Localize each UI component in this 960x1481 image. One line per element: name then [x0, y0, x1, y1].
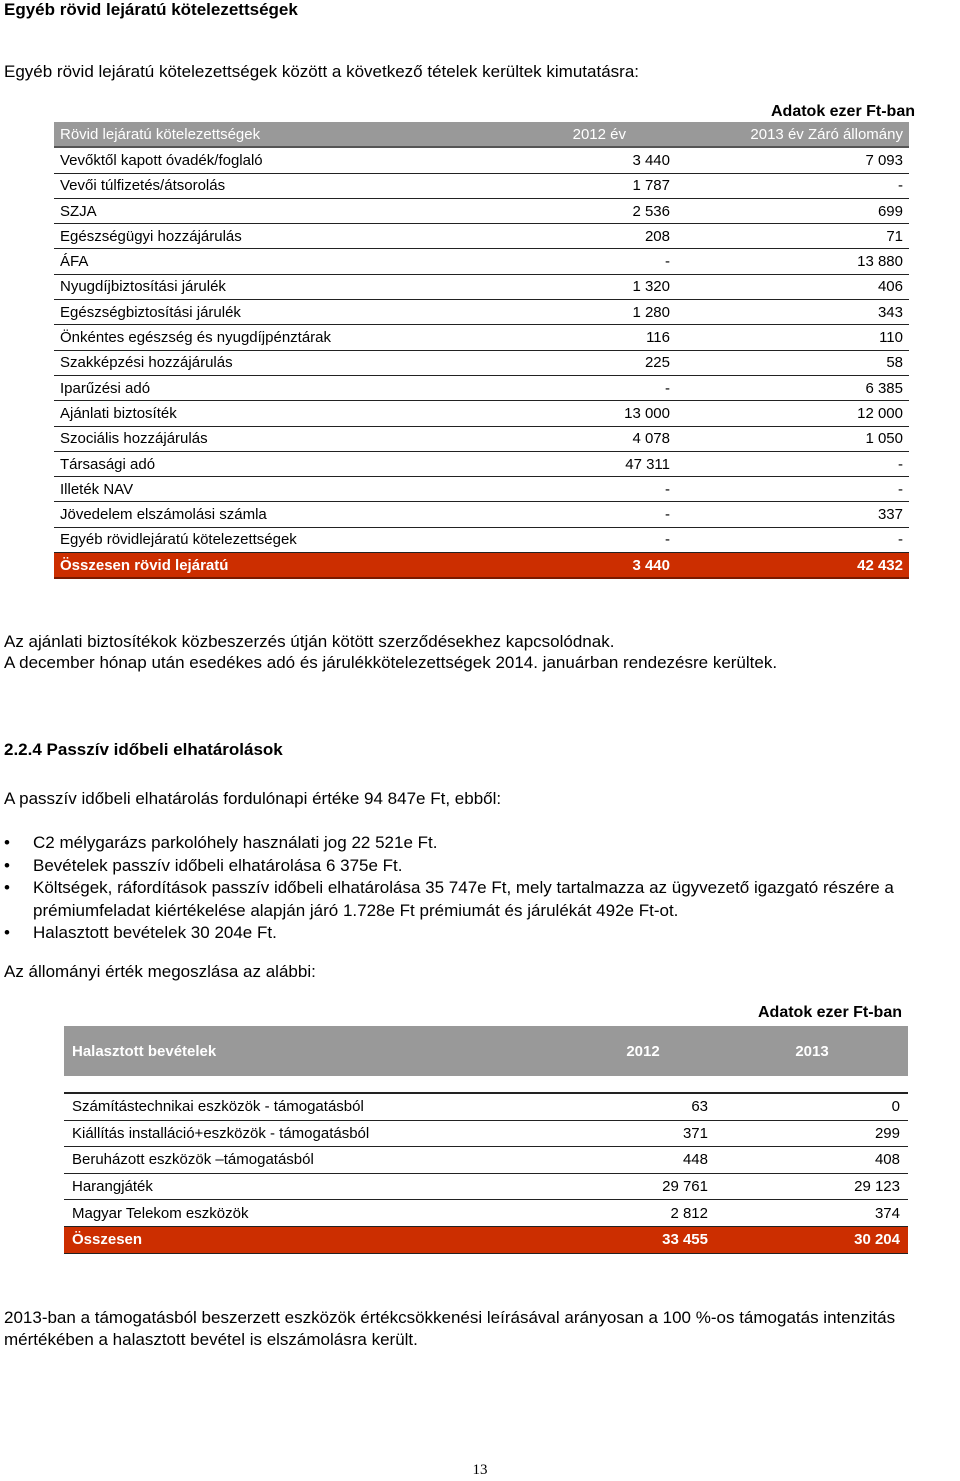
page-number: 13 — [472, 1462, 488, 1478]
passive-intro: A passzív időbeli elhatárolás fordulónapi értéke 94 847e Ft, ebből: — [4, 789, 502, 808]
row-label: Illeték NAV — [54, 477, 396, 502]
value-2012: - — [396, 477, 676, 502]
value-2012: 448 — [570, 1147, 716, 1174]
row-label: Szociális hozzájárulás — [54, 426, 396, 451]
row-label: Önkéntes egészség és nyugdíjpénztárak — [54, 325, 396, 350]
note-december-taxes: A december hónap után esedékes adó és járulékkötelezettségek 2014. januárban rendezésre kerültek. — [4, 653, 778, 672]
header-cell: 2012 — [570, 1026, 716, 1076]
value-2012: 13 000 — [396, 401, 676, 426]
total-row — [54, 553, 909, 579]
table-header-row — [64, 1026, 908, 1076]
intro-text: Egyéb rövid lejáratú kötelezettségek között a következő tételek kerültek kimutatásra: — [4, 62, 639, 81]
value-2013: 29 123 — [716, 1173, 908, 1200]
total-label: Összesen — [64, 1226, 570, 1253]
passive-items-list — [0, 832, 958, 945]
table-row — [54, 375, 909, 400]
table-header-row — [54, 122, 909, 147]
note-guarantees: Az ajánlati biztosítékok közbeszerzés útján kötött szerződésekhez kapcsolódnak. — [4, 632, 615, 651]
row-label: Egyéb rövidlejáratú kötelezettségek — [54, 527, 396, 552]
value-2013: 6 385 — [676, 375, 909, 400]
row-label: Iparűzési adó — [54, 375, 396, 400]
table-row — [64, 1200, 908, 1227]
value-2012: 47 311 — [396, 451, 676, 476]
table-row — [54, 527, 909, 552]
row-label: SZJA — [54, 198, 396, 223]
row-label: Egészségbiztosítási járulék — [54, 300, 396, 325]
header-cell: Halasztott bevételek — [64, 1026, 570, 1076]
row-label: ÁFA — [54, 249, 396, 274]
table-row — [54, 274, 909, 299]
value-2013: 110 — [676, 325, 909, 350]
total-2012: 3 440 — [396, 553, 676, 579]
value-2013: 337 — [676, 502, 909, 527]
table-row — [54, 350, 909, 375]
total-2012: 33 455 — [570, 1226, 716, 1253]
table-row — [54, 249, 909, 274]
table-row — [54, 502, 909, 527]
value-2013: - — [676, 451, 909, 476]
value-2013: - — [676, 527, 909, 552]
table-row — [64, 1093, 908, 1120]
total-label: Összesen rövid lejáratú — [54, 553, 396, 579]
value-2013: 7 093 — [676, 147, 909, 173]
row-label: Vevői túlfizetés/átsorolás — [54, 173, 396, 198]
value-2013: 71 — [676, 224, 909, 249]
row-label: Számítástechnikai eszközök - támogatásból — [64, 1093, 570, 1120]
deferred-income-table — [64, 1026, 908, 1254]
value-2012: 225 — [396, 350, 676, 375]
header-cell: 2013 — [716, 1026, 908, 1076]
value-2012: 208 — [396, 224, 676, 249]
value-2012: 2 536 — [396, 198, 676, 223]
value-2012: 4 078 — [396, 426, 676, 451]
list-item: • Halasztott bevételek 30 204e Ft. — [0, 922, 958, 945]
unit-label-1: Adatok ezer Ft-ban — [770, 103, 915, 120]
value-2012: - — [396, 527, 676, 552]
value-2012: 1 280 — [396, 300, 676, 325]
total-row — [64, 1226, 908, 1253]
value-2013: 13 880 — [676, 249, 909, 274]
value-2013: 299 — [716, 1120, 908, 1147]
spacer-cell — [64, 1076, 908, 1093]
table-row — [54, 477, 909, 502]
row-label: Magyar Telekom eszközök — [64, 1200, 570, 1227]
value-2012: 371 — [570, 1120, 716, 1147]
value-2012: 1 320 — [396, 274, 676, 299]
value-2013: 0 — [716, 1093, 908, 1120]
total-2013: 42 432 — [676, 553, 909, 579]
value-2013: 374 — [716, 1200, 908, 1227]
table-row — [54, 300, 909, 325]
value-2012: 29 761 — [570, 1173, 716, 1200]
row-label: Jövedelem elszámolási számla — [54, 502, 396, 527]
row-label: Vevőktől kapott óvadék/foglaló — [54, 147, 396, 173]
page-title: Egyéb rövid lejáratú kötelezettségek — [4, 0, 298, 19]
header-cell: 2012 év — [396, 122, 676, 147]
value-2012: 1 787 — [396, 173, 676, 198]
list-item: • C2 mélygarázs parkolóhely használati jog 22 521e Ft. — [0, 832, 958, 855]
value-2012: 116 — [396, 325, 676, 350]
list-item: • Költségek, ráfordítások passzív időbeli elhatárolása 35 747e Ft, mely tartalmazza az ügyvezető igazgató részére a prémiumfeladat kiértékelése alapján járó 1.728e Ft prémiumát és járulékát 492e Ft-ot. — [0, 877, 958, 922]
row-label: Ajánlati biztosíték — [54, 401, 396, 426]
value-2013: 58 — [676, 350, 909, 375]
row-label: Beruházott eszközök –támogatásból — [64, 1147, 570, 1174]
table-row — [54, 198, 909, 223]
table-row — [54, 224, 909, 249]
table-row — [54, 147, 909, 173]
section-heading: 2.2.4 Passzív időbeli elhatárolások — [4, 740, 283, 759]
value-2012: 3 440 — [396, 147, 676, 173]
value-2013: 343 — [676, 300, 909, 325]
table-row — [54, 451, 909, 476]
table-row — [54, 325, 909, 350]
total-2013: 30 204 — [716, 1226, 908, 1253]
liabilities-table — [54, 122, 909, 579]
value-2012: 63 — [570, 1093, 716, 1120]
allocation-intro: Az állományi érték megoszlása az alábbi: — [4, 962, 316, 981]
unit-label-2: Adatok ezer Ft-ban — [757, 1004, 902, 1021]
table-row — [54, 173, 909, 198]
value-2013: 699 — [676, 198, 909, 223]
value-2013: 12 000 — [676, 401, 909, 426]
row-label: Kiállítás installáció+eszközök - támogatásból — [64, 1120, 570, 1147]
value-2013: 1 050 — [676, 426, 909, 451]
value-2013: 406 — [676, 274, 909, 299]
row-label: Szakképzési hozzájárulás — [54, 350, 396, 375]
table-row — [54, 426, 909, 451]
row-label: Harangjáték — [64, 1173, 570, 1200]
row-label: Egészségügyi hozzájárulás — [54, 224, 396, 249]
table-row — [64, 1120, 908, 1147]
table-row — [64, 1173, 908, 1200]
value-2013: - — [676, 477, 909, 502]
table-row — [54, 401, 909, 426]
header-cell: 2013 év Záró állomány — [676, 122, 909, 147]
row-label: Nyugdíjbiztosítási járulék — [54, 274, 396, 299]
value-2012: - — [396, 375, 676, 400]
value-2013: 408 — [716, 1147, 908, 1174]
list-item: • Bevételek passzív időbeli elhatárolása 6 375e Ft. — [0, 855, 958, 878]
value-2013: - — [676, 173, 909, 198]
row-label: Társasági adó — [54, 451, 396, 476]
value-2012: 2 812 — [570, 1200, 716, 1227]
header-spacer — [64, 1076, 908, 1093]
table-row — [64, 1147, 908, 1174]
closing-paragraph: 2013-ban a támogatásból beszerzett eszközök értékcsökkenési leírásával arányosan a 100 %-os támogatás intenzitás mértékében a halasztott bevétel is elszámolásra került. — [4, 1308, 896, 1349]
header-cell: Rövid lejáratú kötelezettségek — [54, 122, 396, 147]
value-2012: - — [396, 502, 676, 527]
value-2012: - — [396, 249, 676, 274]
